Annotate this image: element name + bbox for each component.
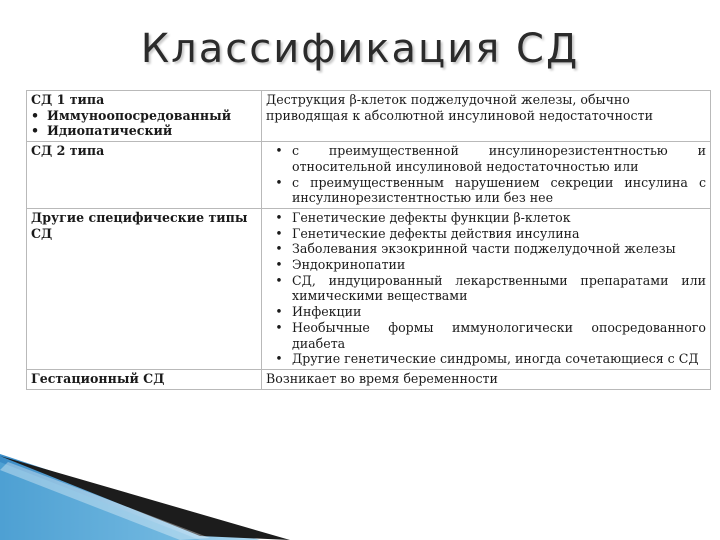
bullet-icon: • (31, 123, 40, 139)
subtype-item: • Иммуноопосредованный (31, 107, 232, 123)
description-cell (262, 142, 711, 209)
table-row (27, 369, 711, 389)
type-cell (27, 142, 262, 209)
bullet-icon: • (275, 209, 283, 225)
subtype-item: • Идиопатический (31, 123, 173, 139)
list-item: • Инфекции (266, 304, 706, 320)
bullet-icon: • (275, 225, 283, 241)
bullet-icon: • (31, 107, 40, 123)
list-item: • Другие генетические синдромы, иногда сочетающиеся с СД (266, 351, 706, 367)
description-text: Деструкция β-клеток поджелудочной железы, обычно приводящая к абсолютной инсулиновой недостаточности (266, 92, 653, 123)
table-row (27, 142, 711, 209)
bullet-icon: • (275, 304, 283, 320)
description-cell (262, 369, 711, 389)
bullet-icon: • (275, 272, 283, 288)
bullet-icon: • (275, 319, 283, 335)
description-cell (262, 208, 711, 369)
description-list (266, 143, 706, 206)
table-row (27, 91, 711, 142)
table-row (27, 208, 711, 369)
bullet-icon: • (275, 174, 283, 190)
list-item: • Генетические дефекты действия инсулина (266, 226, 706, 242)
list-item: • Генетические дефекты функции β-клеток (266, 210, 706, 226)
corner-decoration (0, 440, 720, 540)
type-cell (27, 91, 262, 142)
list-item: • с преимущественным нарушением секреции инсулина с инсулинорезистентностью или без нее (266, 175, 706, 206)
description-cell (262, 91, 711, 142)
list-item: • с преимущественной инсулинорезистентностью и относительной инсулиновой недостаточностью или (266, 143, 706, 174)
type-cell (27, 369, 262, 389)
list-item: • СД, индуцированный лекарственными препаратами или химическими веществами (266, 273, 706, 304)
slide-title: Классификация СД (140, 26, 580, 72)
bullet-icon: • (275, 257, 283, 273)
description-list (266, 210, 706, 367)
classification-table (26, 90, 711, 390)
list-item: • Заболевания экзокринной части поджелудочной железы (266, 241, 706, 257)
type-title: Другие специфические типы СД (31, 209, 248, 241)
bullet-icon: • (275, 351, 283, 367)
bullet-icon: • (275, 241, 283, 257)
type-title: Гестационный СД (31, 370, 165, 386)
type-title: СД 1 типа (31, 92, 105, 107)
type-title: СД 2 типа (31, 143, 105, 159)
type-cell (27, 208, 262, 369)
description-text: Возникает во время беременности (266, 370, 498, 386)
list-item: • Эндокринопатии (266, 257, 706, 273)
bullet-icon: • (275, 143, 283, 159)
list-item: • Необычные формы иммунологически опосредованного диабета (266, 320, 706, 351)
